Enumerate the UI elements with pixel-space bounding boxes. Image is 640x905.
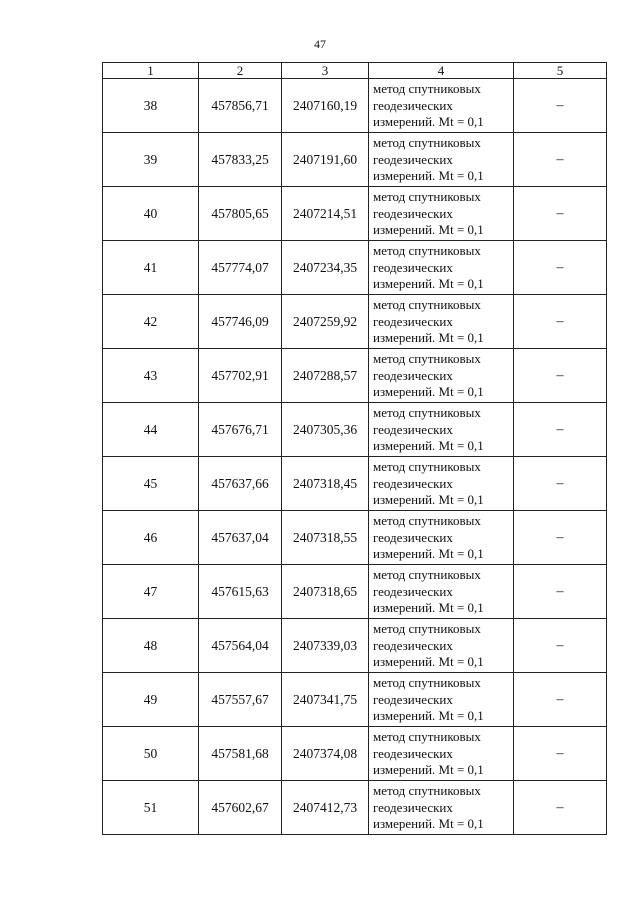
method-line-3: измерений. Mt = 0,1 — [373, 222, 484, 238]
note-dash: – — [514, 349, 607, 403]
measurement-method — [369, 781, 514, 835]
note-dash: – — [514, 187, 607, 241]
method-line-1: метод спутниковых — [373, 189, 481, 205]
coordinate-x: 457833,25 — [199, 133, 282, 187]
method-line-2: геодезических — [373, 205, 453, 221]
coordinate-x: 457856,71 — [199, 79, 282, 133]
point-number: 39 — [103, 133, 199, 187]
coordinate-y: 2407234,35 — [282, 241, 369, 295]
method-line-2: геодезических — [373, 799, 453, 815]
method-line-1: метод спутниковых — [373, 513, 481, 529]
point-number: 45 — [103, 457, 199, 511]
measurement-method — [369, 673, 514, 727]
coordinate-y: 2407214,51 — [282, 187, 369, 241]
table-row — [103, 457, 607, 511]
note-dash: – — [514, 619, 607, 673]
method-line-3: измерений. Mt = 0,1 — [373, 600, 484, 616]
table-row — [103, 511, 607, 565]
method-line-2: геодезических — [373, 637, 453, 653]
measurement-method — [369, 241, 514, 295]
coordinate-y: 2407288,57 — [282, 349, 369, 403]
measurement-method — [369, 403, 514, 457]
measurement-method — [369, 187, 514, 241]
method-line-2: геодезических — [373, 367, 453, 383]
method-line-1: метод спутниковых — [373, 405, 481, 421]
coordinate-y: 2407318,45 — [282, 457, 369, 511]
coordinate-x: 457615,63 — [199, 565, 282, 619]
method-line-2: геодезических — [373, 421, 453, 437]
method-line-2: геодезических — [373, 313, 453, 329]
point-number: 46 — [103, 511, 199, 565]
method-line-1: метод спутниковых — [373, 297, 481, 313]
coordinate-y: 2407318,65 — [282, 565, 369, 619]
measurement-method — [369, 511, 514, 565]
note-dash: – — [514, 79, 607, 133]
method-line-1: метод спутниковых — [373, 729, 481, 745]
method-line-1: метод спутниковых — [373, 135, 481, 151]
point-number: 44 — [103, 403, 199, 457]
measurement-method — [369, 133, 514, 187]
method-line-3: измерений. Mt = 0,1 — [373, 816, 484, 832]
coordinate-x: 457557,67 — [199, 673, 282, 727]
note-dash: – — [514, 727, 607, 781]
method-line-3: измерений. Mt = 0,1 — [373, 276, 484, 292]
header-col-4: 4 — [369, 63, 514, 79]
point-number: 49 — [103, 673, 199, 727]
method-line-3: измерений. Mt = 0,1 — [373, 330, 484, 346]
header-col-3: 3 — [282, 63, 369, 79]
coordinate-y: 2407305,36 — [282, 403, 369, 457]
method-line-2: геодезических — [373, 475, 453, 491]
method-line-1: метод спутниковых — [373, 81, 481, 97]
table-row — [103, 403, 607, 457]
table-header — [103, 63, 607, 79]
method-line-2: геодезических — [373, 745, 453, 761]
measurement-method — [369, 457, 514, 511]
method-line-3: измерений. Mt = 0,1 — [373, 762, 484, 778]
coordinate-x: 457564,04 — [199, 619, 282, 673]
header-col-5: 5 — [514, 63, 607, 79]
method-line-1: метод спутниковых — [373, 675, 481, 691]
method-line-1: метод спутниковых — [373, 621, 481, 637]
method-line-3: измерений. Mt = 0,1 — [373, 168, 484, 184]
table-body — [103, 79, 607, 835]
method-line-1: метод спутниковых — [373, 243, 481, 259]
method-line-1: метод спутниковых — [373, 351, 481, 367]
note-dash: – — [514, 511, 607, 565]
page-number: 47 — [314, 37, 326, 51]
header-col-2: 2 — [199, 63, 282, 79]
note-dash: – — [514, 295, 607, 349]
coordinate-y: 2407339,03 — [282, 619, 369, 673]
coordinate-x: 457774,07 — [199, 241, 282, 295]
measurement-method — [369, 349, 514, 403]
point-number: 41 — [103, 241, 199, 295]
coordinate-y: 2407191,60 — [282, 133, 369, 187]
coordinate-x: 457702,91 — [199, 349, 282, 403]
note-dash: – — [514, 457, 607, 511]
note-dash: – — [514, 403, 607, 457]
coordinate-x: 457805,65 — [199, 187, 282, 241]
note-dash: – — [514, 673, 607, 727]
measurement-method — [369, 565, 514, 619]
point-number: 50 — [103, 727, 199, 781]
coordinate-y: 2407259,92 — [282, 295, 369, 349]
note-dash: – — [514, 781, 607, 835]
method-line-1: метод спутниковых — [373, 567, 481, 583]
point-number: 48 — [103, 619, 199, 673]
point-number: 42 — [103, 295, 199, 349]
table-row — [103, 619, 607, 673]
measurement-method — [369, 727, 514, 781]
method-line-3: измерений. Mt = 0,1 — [373, 384, 484, 400]
method-line-3: измерений. Mt = 0,1 — [373, 546, 484, 562]
table-row — [103, 133, 607, 187]
method-line-2: геодезических — [373, 583, 453, 599]
measurement-method — [369, 79, 514, 133]
note-dash: – — [514, 133, 607, 187]
table-row — [103, 187, 607, 241]
coordinate-x: 457581,68 — [199, 727, 282, 781]
method-line-2: геодезических — [373, 97, 453, 113]
coordinate-x: 457637,04 — [199, 511, 282, 565]
note-dash: – — [514, 565, 607, 619]
point-number: 47 — [103, 565, 199, 619]
method-line-2: геодезических — [373, 151, 453, 167]
method-line-3: измерений. Mt = 0,1 — [373, 114, 484, 130]
point-number: 43 — [103, 349, 199, 403]
point-number: 38 — [103, 79, 199, 133]
coordinate-x: 457676,71 — [199, 403, 282, 457]
table-row — [103, 781, 607, 835]
method-line-3: измерений. Mt = 0,1 — [373, 654, 484, 670]
method-line-2: геодезических — [373, 691, 453, 707]
measurement-method — [369, 295, 514, 349]
coordinate-y: 2407318,55 — [282, 511, 369, 565]
table-row — [103, 565, 607, 619]
method-line-1: метод спутниковых — [373, 459, 481, 475]
point-number: 40 — [103, 187, 199, 241]
table-row — [103, 295, 607, 349]
coordinate-x: 457746,09 — [199, 295, 282, 349]
header-row — [103, 63, 607, 79]
coordinate-y: 2407160,19 — [282, 79, 369, 133]
measurement-method — [369, 619, 514, 673]
table-row — [103, 673, 607, 727]
note-dash: – — [514, 241, 607, 295]
table-row — [103, 241, 607, 295]
table-row — [103, 727, 607, 781]
point-number: 51 — [103, 781, 199, 835]
coordinate-y: 2407341,75 — [282, 673, 369, 727]
method-line-3: измерений. Mt = 0,1 — [373, 492, 484, 508]
table-row — [103, 79, 607, 133]
coordinate-x: 457602,67 — [199, 781, 282, 835]
coordinate-y: 2407412,73 — [282, 781, 369, 835]
method-line-3: измерений. Mt = 0,1 — [373, 438, 484, 454]
coordinate-y: 2407374,08 — [282, 727, 369, 781]
coordinates-table — [102, 62, 607, 835]
table-row — [103, 349, 607, 403]
method-line-2: геодезических — [373, 259, 453, 275]
coordinate-x: 457637,66 — [199, 457, 282, 511]
method-line-3: измерений. Mt = 0,1 — [373, 708, 484, 724]
method-line-2: геодезических — [373, 529, 453, 545]
header-col-1: 1 — [103, 63, 199, 79]
method-line-1: метод спутниковых — [373, 783, 481, 799]
